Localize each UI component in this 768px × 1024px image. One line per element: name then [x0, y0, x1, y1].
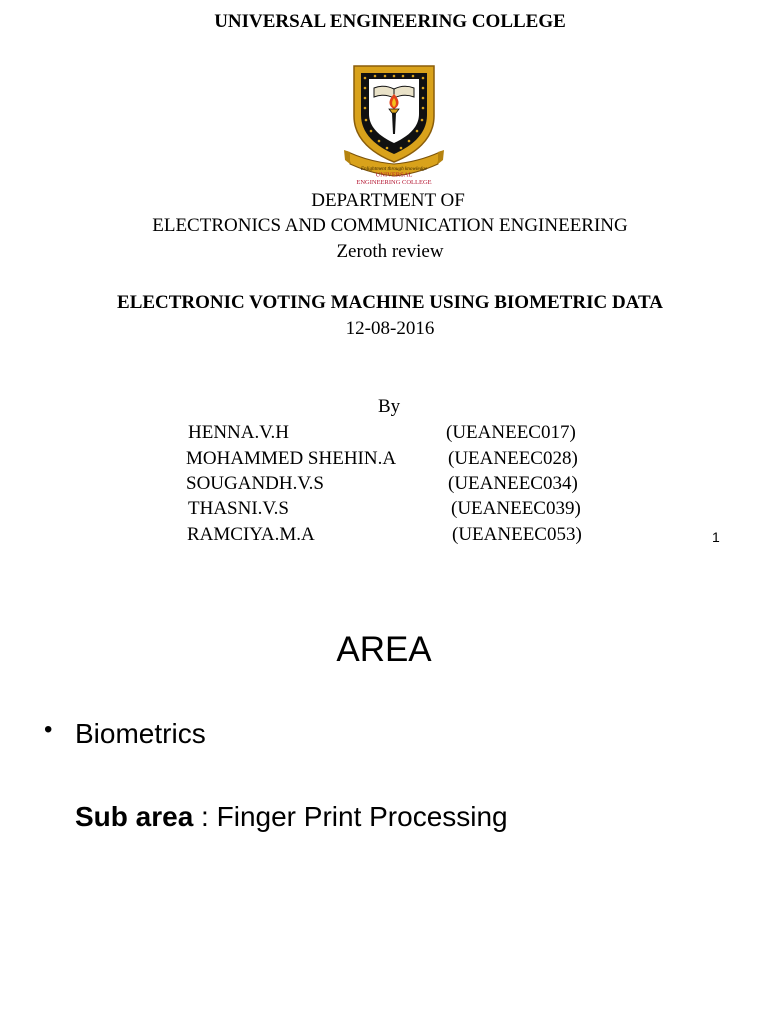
member-name: HENNA.V.H — [188, 422, 289, 443]
member-name: RAMCIYA.M.A — [187, 524, 315, 545]
by-label: By — [378, 396, 401, 417]
department-name: ELECTRONICS AND COMMUNICATION ENGINEERING — [152, 215, 628, 236]
member-id: (UEANEEC017) — [446, 422, 576, 443]
college-name: UNIVERSAL ENGINEERING COLLEGE — [214, 11, 566, 32]
member-id: (UEANEEC034) — [448, 473, 578, 494]
project-title: ELECTRONIC VOTING MACHINE USING BIOMETRIC DATA — [117, 292, 663, 313]
bullet-item: Biometrics — [75, 718, 206, 749]
slide-title: AREA — [336, 630, 432, 669]
member-name: MOHAMMED SHEHIN.A — [186, 448, 397, 469]
logo-caption-line2: ENGINEERING COLLEGE — [356, 179, 432, 186]
logo-caption-line1: UNIVERSAL — [375, 171, 413, 179]
member-id: (UEANEEC028) — [448, 448, 578, 469]
sub-area-separator: : — [193, 801, 217, 832]
sub-area — [75, 801, 508, 833]
member-id: (UEANEEC039) — [451, 498, 581, 519]
motto-text: Enlightment through knowledge — [360, 166, 428, 172]
sub-area-value: Finger Print Processing — [216, 801, 508, 832]
member-id: (UEANEEC053) — [452, 524, 582, 545]
member-name: SOUGANDH.V.S — [186, 473, 324, 494]
member-name: THASNI.V.S — [188, 498, 290, 519]
bullet-marker: • — [44, 716, 53, 743]
college-logo — [342, 64, 446, 188]
sub-area-label: Sub area — [75, 801, 194, 832]
review-label: Zeroth review — [336, 241, 444, 262]
page-number: 1 — [712, 529, 720, 545]
project-date: 12-08-2016 — [345, 318, 435, 339]
department-line: DEPARTMENT OF — [311, 190, 465, 211]
